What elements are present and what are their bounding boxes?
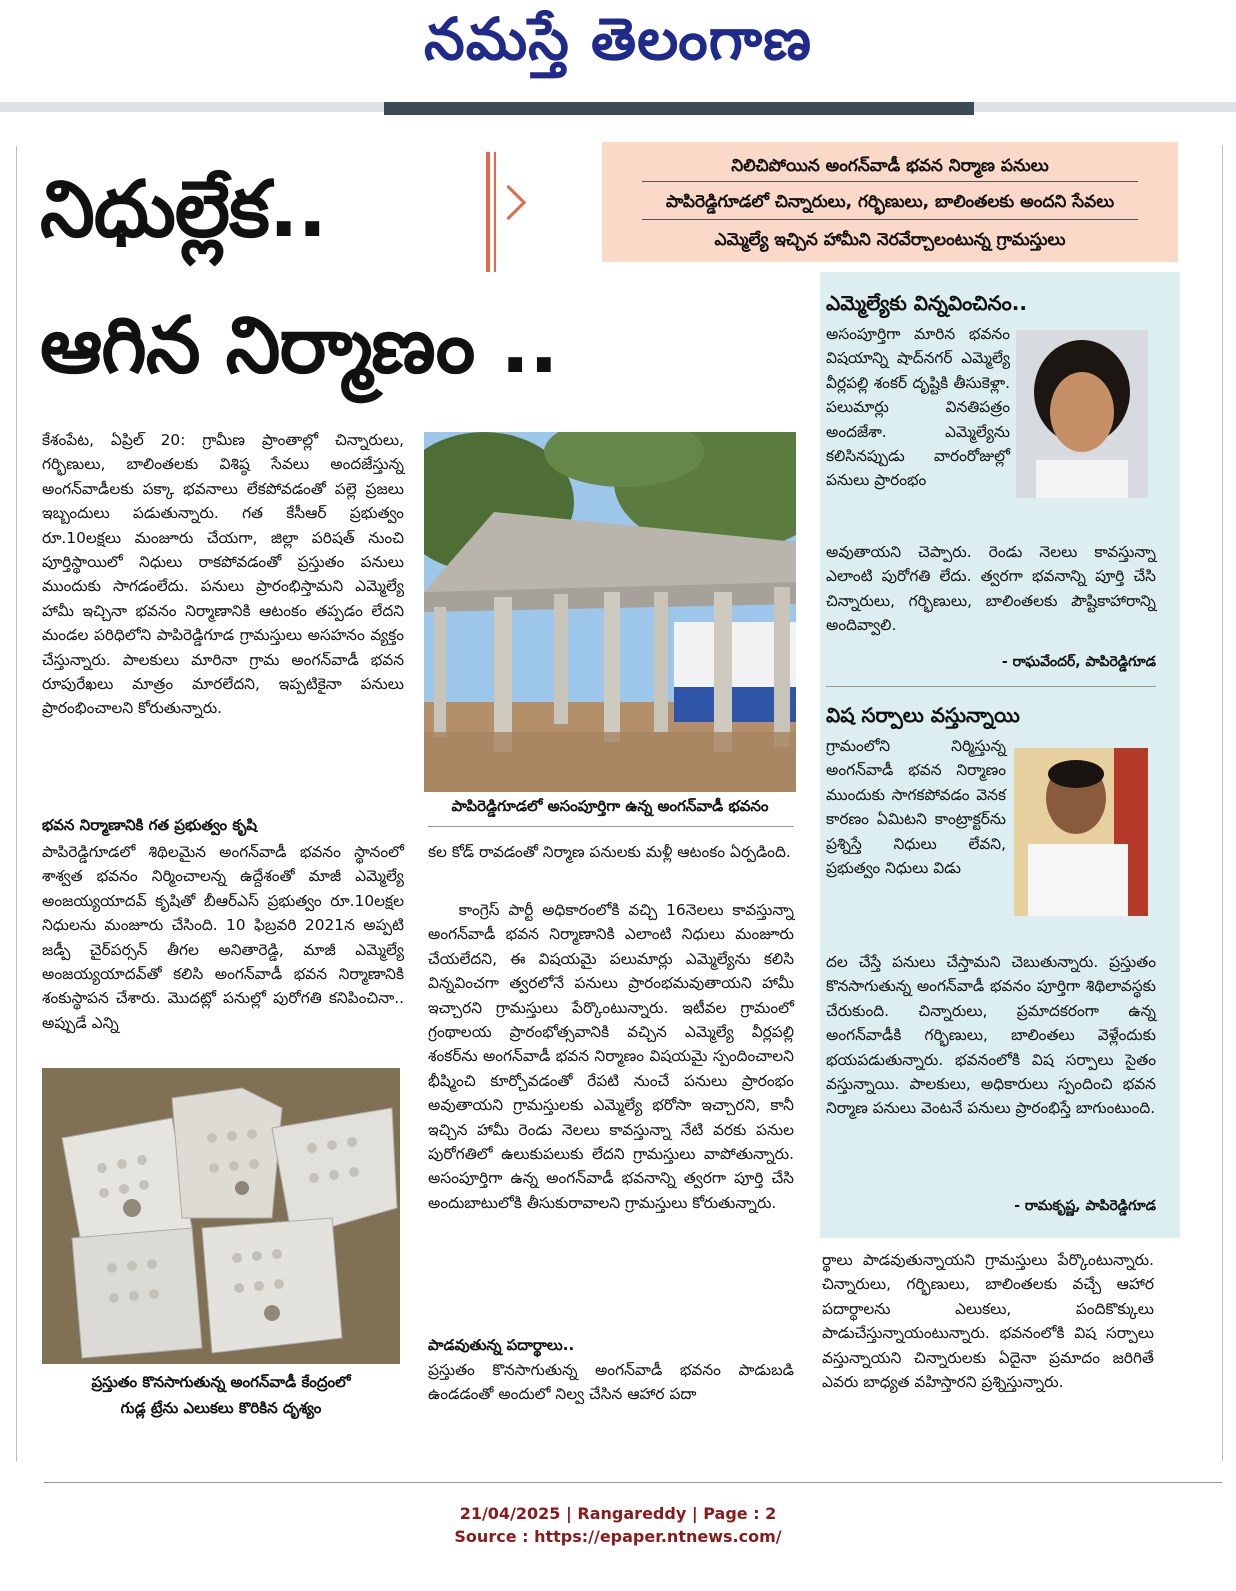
page-frame-left (16, 146, 17, 1461)
article-section-1: పాపిరెడ్డిగూడలో శిథిలమైన అంగన్‌వాడీ భవనం స్థానంలో శాశ్వత భవనం నిర్మించాలన్న ఉద్దేశంతో మాజీ ఎమ్మెల్యే అంజయ్యయాదవ్ కృషితో బీఆర్‌ఎస్ ప్రభుత్వం రూ.10లక్షల నిధులను మంజూరు చేసింది. 10 ఫిబ్రవరి 2021న అప్పటి జడ్పీ చైర్‌పర్సన్ తీగల అనితారెడ్డి, మాజీ ఎమ్మెల్యే అంజయ్యయాదవ్‌తో కలిసి అంగన్‌వాడీ భవన నిర్మాణానికి శంకుస్థాపన చేశారు. మొదట్లో పనుల్లో పురోగతి కనిపించినా.. అప్పుడే ఎన్ని (42, 843, 404, 1032)
accent-bar-thin (494, 152, 496, 272)
sidebar-signature-2: - రామకృష్ణ, పాపిరెడ్డిగూడ (1014, 1198, 1156, 1214)
subheadline-3: ఎమ్మెల్యే ఇచ్చిన హామీని నెరవేర్చాలంటున్న గ్రామస్తులు (714, 230, 1066, 250)
building-photo-caption: పాపిరెడ్డిగూడలో అసంపూర్తిగా ఉన్న అంగన్‌వాడీ భవనం (451, 797, 769, 815)
article-col2-top: కల కోడ్ రావడంతో నిర్మాణ పనులకు మళ్లీ ఆటంకం ఏర్పడింది. (428, 843, 791, 861)
headline-line-2: ఆగిన నిర్మాణం .. (40, 301, 558, 391)
subheadline-1: నిలిచిపోయిన అంగన్‌వాడీ భవన నిర్మాణ పనులు (731, 156, 1049, 176)
article-section-2: ప్రస్తుతం కొనసాగుతున్న అంగన్‌వాడీ భవనం పాడుబడి ఉండడంతో అందులో నిల్వ చేసిన ఆహార పదా (428, 1361, 794, 1404)
sidebar-signature-1: - రాఘవేందర్, పాపిరెడ్డిగూడ (1001, 654, 1156, 670)
subheadline-divider (642, 181, 1138, 182)
ramakrishna-photo (1014, 748, 1148, 916)
sidebar-text-1-narrow: అసంపూర్తిగా మారిన భవనం విషయాన్ని షాద్‌నగర్ ఎమ్మెల్యే వీర్లపల్లి శంకర్ దృష్టికి తీసుకెళ్లా. పలుమార్లు వినతిపత్రం అందజేశా. ఎమ్మెల్యేను కలిసినప్పుడు వారంరోజుల్లో పనులు ప్రారంభం (826, 325, 1010, 490)
sidebar-title-2: విష సర్పాలు వస్తున్నాయి (826, 703, 1020, 727)
footer-source-link[interactable]: Source : https://epaper.ntnews.com/ (454, 1527, 782, 1546)
article-lead: కేశంపేట, ఏప్రిల్ 20: గ్రామీణ ప్రాంతాల్లో చిన్నారులు, గర్భిణులు, బాలింతలకు విశిష్ఠ సేవలు అందజేస్తున్న అంగన్‌వాడీలకు పక్కా భవనాలు లేకపోవడంతో పల్లె ప్రజలు ఇబ్బందులు పడుతున్నారు. గత కేసీఆర్ ప్రభుత్వం రూ.10లక్షలు మంజూరు చేయగా, జిల్లా పరిషత్ నుంచి పూర్తిస్థాయిలో నిధులు రాకపోవడంతో ప్రస్తుతం పనులు ముందుకు సాగడంలేదు. పనులు ప్రారంభిస్తామని ఎమ్మెల్యే హామీ ఇచ్చినా భవనం నిర్మాణానికి ఆటంకం తప్పడం లేదని మండల పరిధిలోని పాపిరెడ్డిగూడ గ్రామస్తులు అసహనం వ్యక్తం చేస్తున్నారు. పాలకులు మారినా గ్రామ అంగన్‌వాడీ భవన రూపురేఖలు మాత్రం మారలేదని, ఇప్పటికైనా పనులు ప్రారంభించాలని కోరుతున్నారు. (42, 431, 404, 718)
masthead (0, 0, 1236, 80)
article-col2-para: కాంగ్రెస్ పార్టీ అధికారంలోకి వచ్చి 16నెలలు కావస్తున్నా అంగన్‌వాడీ భవన నిర్మాణానికి ఎలాంటి నిధులు మంజూరు చేయలేదని, ఈ విషయమై పలుమార్లు ఎమ్మెల్యేను కలిసి విన్నవించగా త్వరలోనే పనులు ప్రారంభమవుతాయని హామీ ఇచ్చారని గ్రామస్తులు పేర్కొంటున్నారు. ఇటీవల గ్రామంలో గ్రంథాలయ ప్రారంభోత్సవానికి వచ్చిన ఎమ్మెల్యే వీర్లపల్లి శంకర్‌ను అంగన్‌వాడీ భవన నిర్మాణం విషయమై స్పందించాలని భీష్మించి కూర్చోవడంతో రేపటి నుంచే పనులు ప్రారంభం అవుతాయని గ్రామస్తులకు ఎమ్మెల్యే భరోసా ఇచ్చారని, కానీ ఇచ్చిన హామీ రెండు నెలలు కావస్తున్నా నేటి వరకు పనుల పురోగతిలో ఉలుకుపలుకు లేదని గ్రామస్తులు వాపోతున్నారు. అసంపూర్తిగా ఉన్న అంగన్‌వాడీ భవనాన్ని త్వరగా పూర్తి చేసి అందుబాటులోకి తీసుకురావాలని గ్రామస్తులు కోరుతున్నారు. (428, 901, 794, 1212)
egg-trays-photo (42, 1068, 400, 1364)
newspaper-logo: నమస్తే తెలంగాణ (424, 5, 812, 73)
sidebar-text-1-wide: అవుతాయని చెప్పారు. రెండు నెలలు కావస్తున్నా ఎలాంటి పురోగతి లేదు. త్వరగా భవనాన్ని పూర్తి చేసి చిన్నారులు, గర్భిణులు, బాలింతలకు పౌష్టికాహారాన్ని అందివ్వాలి. (826, 543, 1156, 635)
page-frame-bottom (44, 1482, 1222, 1483)
article-col3-bottom: ర్థాలు పాడవుతున్నాయని గ్రామస్తులు పేర్కొంటున్నారు. చిన్నారులు, గర్భిణులు, బాలింతలకు వచ్చే ఆహార పదార్థాలను ఎలుకలు, పందికొక్కులు పాడుచేస్తున్నాయంటున్నారు. భవనంలోకి విష సర్పాలు వస్తున్నాయని చిన్నారులకు ఏదైనా ప్రమాదం జరిగితే ఎవరు బాధ్యత వహిస్తారని ప్రశ్నిస్తున్నారు. (822, 1251, 1154, 1392)
footer-date-page: 21/04/2025 | Rangareddy | Page : 2 (459, 1504, 777, 1523)
subheadline-box (602, 142, 1178, 262)
raghavender-photo (1016, 330, 1148, 498)
sidebar-divider (826, 686, 1156, 687)
masthead-rule-dark (384, 102, 974, 115)
subheadline-divider (642, 219, 1138, 220)
sidebar-title-1: ఎమ్మెల్యేకు విన్నవించినం.. (826, 291, 1027, 315)
section-title-govt-effort: భవన నిర్మాణానికి గత ప్రభుత్వం కృషి (42, 816, 257, 834)
egg-trays-caption-2: గుడ్ల ట్రేను ఎలుకలు కొరికిన దృశ్యం (120, 1399, 322, 1417)
column-divider (428, 826, 794, 827)
accent-bar (486, 152, 490, 272)
sidebar-text-2-wide: దల చేస్తే పనులు చేస్తామని చెబుతున్నారు. ప్రస్తుతం కొనసాగుతున్న అంగన్‌వాడీ భవనం పూర్తిగా శిథిలావస్థకు చేరుకుంది. చిన్నారులు, ప్రమాదకరంగా ఉన్న అంగన్‌వాడీకి గర్భిణులు, బాలింతలు వెళ్లేందుకు భయపడుతున్నారు. భవనంలోకి విష సర్పాలు సైతం వస్తున్నాయి. పాలకులు, అధికారులు స్పందించి భవన నిర్మాణ పనులు వెంటనే పనులు ప్రారంభిస్తే బాగుంటుంది. (826, 953, 1156, 1118)
page-frame-right (1222, 146, 1223, 1461)
section-title-spoiling-food: పాడవుతున్న పదార్థాలు.. (428, 1336, 575, 1354)
egg-trays-caption-1: ప్రస్తుతం కొనసాగుతున్న అంగన్‌వాడీ కేంద్రంలో (91, 1373, 351, 1391)
subheadline-2: పాపిరెడ్డిగూడలో చిన్నారులు, గర్భిణులు, బాలింతలకు అందని సేవలు (665, 192, 1115, 212)
sidebar-text-2-narrow: గ్రామంలోని నిర్మిస్తున్న అంగన్‌వాడీ భవన నిర్మాణం ముందుకు సాగకపోవడం వెనక కారణం ఏమిటని కాంట్రాక్టర్‌ను ప్రశ్నిస్తే నిధులు లేవని, ప్రభుత్వం నిధులు విడు (826, 737, 1006, 878)
chevron-right-icon (491, 185, 526, 220)
headline-line-1: నిధుల్లేక.. (40, 165, 327, 255)
building-photo (424, 432, 796, 792)
